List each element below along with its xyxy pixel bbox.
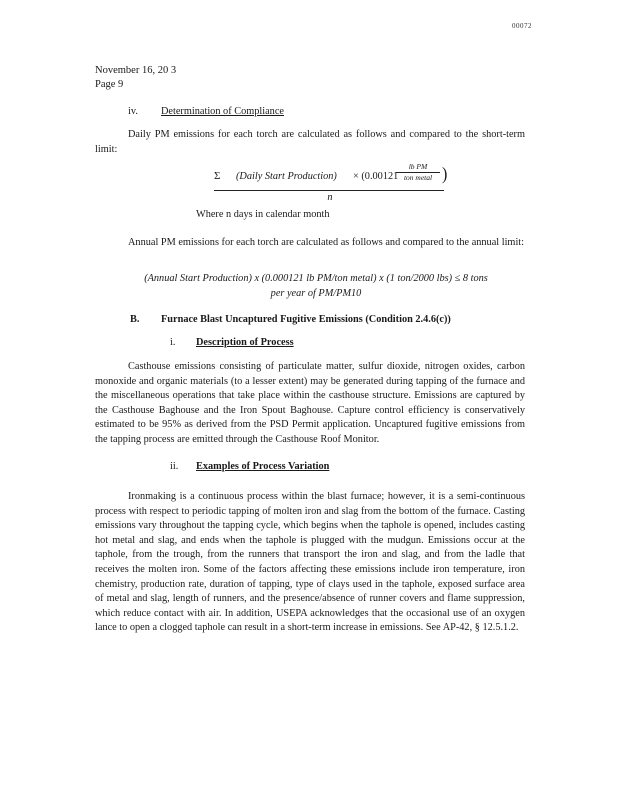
variation-numeral: ii. bbox=[170, 461, 179, 472]
annual-emissions-intro: Annual PM emissions for each torch are calculated as follows and compared to the annual limit: bbox=[128, 237, 525, 248]
annual-equation-line-2: per year of PM/PM10 bbox=[270, 288, 362, 299]
where-definition: Where n days in calendar month bbox=[196, 209, 330, 220]
annual-emissions-equation bbox=[126, 271, 506, 301]
daily-emissions-equation bbox=[200, 162, 460, 214]
equation-fraction bbox=[396, 162, 440, 182]
variation-heading: Examples of Process Variation bbox=[196, 461, 330, 472]
description-numeral: i. bbox=[170, 337, 176, 348]
bates-number: 00072 bbox=[512, 22, 532, 30]
section-b-heading: Furnace Blast Uncaptured Fugitive Emissions (Condition 2.4.6(c)) bbox=[161, 314, 451, 325]
equation-summation: Σ bbox=[214, 170, 221, 182]
equation-fraction-bar bbox=[214, 190, 444, 191]
description-heading: Description of Process bbox=[196, 337, 294, 348]
compliance-heading: Determination of Compliance bbox=[161, 106, 284, 117]
annual-equation-line-1: (Annual Start Production) x (0.000121 lb PM/ton metal) x (1 ton/2000 lbs) ≤ 8 tons bbox=[144, 273, 488, 284]
header-date: November 16, 20 3 bbox=[95, 65, 177, 76]
page-header bbox=[95, 64, 176, 92]
equation-fraction-denominator: ton metal bbox=[403, 173, 433, 182]
section-b-letter: B. bbox=[130, 314, 140, 325]
variation-paragraph: Ironmaking is a continuous process within the blast furnace; however, it is a semi-continuous process with respect to periodic tapping of molten iron and slag from the bottom of the furnace. Casting emissions vary throughout the tapping cycle, which begins when the taphole is opened, includes casting hot metal and slag, and ends when the taphole is plugged with the mudgun. Emissions occur at the taphole, from the trough, from the runners that transport the iron and slag, and from the ladle that receives the molten iron. Some of the factors affecting these emissions include iron temperature, iron chemistry, production rate, duration of tapping, type of clays used in the taphole, exposed surface area of metal and slag, length of runners, and the presence/absence of runner covers and flame suppression, which reduce contact with air. In addition, USEPA acknowledges that the occasional use of an oxygen lance to open a clogged taphole can result in a short-term increase in emissions. See AP-42, § 12.5.1.2. bbox=[95, 491, 525, 634]
equation-denominator: n bbox=[327, 192, 333, 203]
equation-production-term: (Daily Start Production) bbox=[236, 171, 337, 182]
header-page-number: Page 9 bbox=[95, 79, 124, 90]
equation-close-paren: ) bbox=[442, 164, 448, 185]
equation-factor: × (0.00121 bbox=[353, 171, 399, 182]
equation-fraction-numerator: lb PM bbox=[396, 162, 440, 173]
description-paragraph: Casthouse emissions consisting of particulate matter, sulfur dioxide, nitrogen oxides, carbon monoxide and organic materials (to a lesser extent) may be generated during tapping of the furnace and the miscellaneous operations that take place within the casthouse structure. Emissions are captured by the Casthouse Baghouse and the Iron Spout Baghouse. Capture control efficiency is conservatively estimated to be 95% as derived from the PSD Permit application. Uncaptured fugitive emissions from the tapping process are emitted through the Casthouse Roof Monitor. bbox=[95, 361, 525, 445]
daily-emissions-intro: Daily PM emissions for each torch are calculated as follows and compared to the short-term limit: bbox=[95, 129, 525, 155]
compliance-numeral: iv. bbox=[128, 106, 138, 117]
